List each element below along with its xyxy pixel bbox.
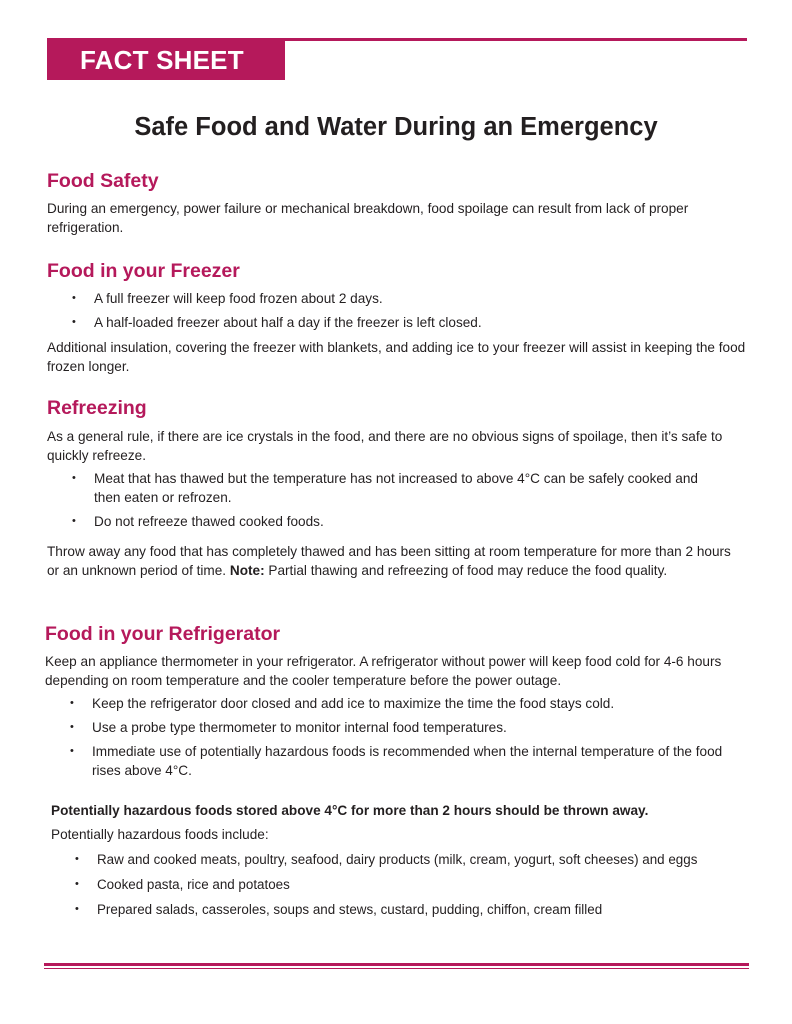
list-item [70,742,727,780]
refreezing-bullet-list [72,469,724,531]
heading-refreezing: Refreezing [47,397,147,419]
food-safety-paragraph: During an emergency, power failure or mechanical breakdown, food spoilage can result from lack of proper refrigeration. [47,201,689,235]
hazardous-intro: Potentially hazardous foods include: [51,827,269,842]
note-label: Note: [229,563,265,578]
refreezing-outro-text: Throw away any food that has completely thawed and has been sitting at room temperature for more than 2 hours or an unknown period of time. [47,544,731,578]
bullet-icon: • [72,472,76,484]
bullet-icon: • [72,292,76,304]
hazardous-bullet-list [75,850,757,919]
list-item-text: Raw and cooked meats, poultry, seafood, dairy products (milk, cream, yogurt, soft cheeses) and eggs [97,852,698,867]
list-item [72,313,754,332]
note-text: Partial thawing and refreezing of food may reduce the food quality. [268,563,668,578]
hazardous-warning: Potentially hazardous foods stored above 4°C for more than 2 hours should be thrown away. [51,803,649,818]
footer-rule-thin [44,968,749,969]
bullet-icon: • [75,878,79,890]
bullet-icon: • [75,903,79,915]
footer-rule [44,963,749,966]
bullet-icon: • [70,697,74,709]
bullet-icon: • [75,853,79,865]
list-item [75,850,757,869]
list-item-text: A half-loaded freezer about half a day if the freezer is left closed. [94,315,482,330]
list-item-text: Meat that has thawed but the temperature has not increased to above 4°C can be safely cooked and then eaten or refrozen. [94,471,698,505]
bullet-icon: • [72,316,76,328]
page-title: Safe Food and Water During an Emergency [134,113,658,141]
freezer-bullet-list [72,289,754,332]
list-item-text: Cooked pasta, rice and potatoes [97,877,290,892]
list-item [72,289,754,308]
bullet-icon: • [70,745,74,757]
refreezing-outro-paragraph [47,542,739,580]
list-item [70,694,727,713]
freezer-outro-paragraph: Additional insulation, covering the freezer with blankets, and adding ice to your freezer will assist in keeping the food frozen longer. [47,340,746,374]
list-item [75,900,757,919]
list-item-text: Do not refreeze thawed cooked foods. [94,514,324,529]
refreezing-intro-paragraph: As a general rule, if there are ice crystals in the food, and there are no obvious signs of spoilage, then it’s safe to quickly refreeze. [47,429,723,463]
heading-refrigerator: Food in your Refrigerator [45,623,281,645]
list-item [72,469,724,507]
list-item-text: Keep the refrigerator door closed and add ice to maximize the time the food stays cold. [92,696,615,711]
list-item [70,718,727,737]
fact-sheet-label: FACT SHEET [47,41,285,80]
refrigerator-intro-paragraph: Keep an appliance thermometer in your refrigerator. A refrigerator without power will keep food cold for 4-6 hours depending on room temperature and the cooler temperature before the power outage. [45,654,722,688]
refrigerator-bullet-list [70,694,727,780]
bullet-icon: • [70,721,74,733]
heading-freezer: Food in your Freezer [47,260,240,282]
list-item-text: Prepared salads, casseroles, soups and stews, custard, pudding, chiffon, cream filled [97,902,603,917]
list-item [75,875,757,894]
list-item-text: A full freezer will keep food frozen about 2 days. [94,291,383,306]
heading-food-safety: Food Safety [47,170,159,192]
list-item-text: Use a probe type thermometer to monitor internal food temperatures. [92,720,507,735]
bullet-icon: • [72,515,76,527]
list-item [72,512,724,531]
list-item-text: Immediate use of potentially hazardous foods is recommended when the internal temperature of the food rises above 4°C. [92,744,723,778]
